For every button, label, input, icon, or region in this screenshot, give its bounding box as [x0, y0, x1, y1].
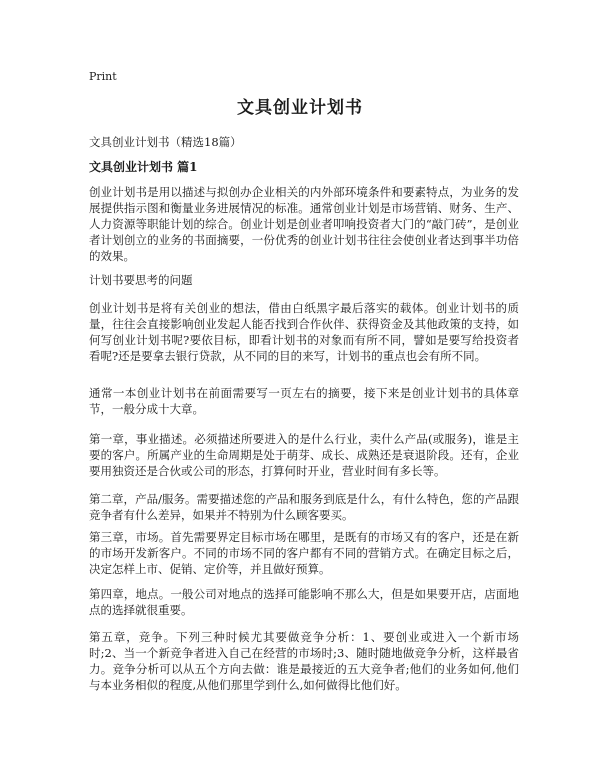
paragraph-summary: 通常一本创业计划书在前面需要写一页左右的摘要，接下来是创业计划书的具体章节，一般分成十大章。	[89, 386, 519, 416]
paragraph-chapter-3: 第三章，市场。首先需要界定目标市场在哪里，是既有的市场又有的客户，还是在新的市场开发新客户。不同的市场不同的客户都有不同的营销方式。在确定目标之后，决定怎样上市、促销、定价等，并且做好预算。	[89, 530, 519, 576]
section-heading: 文具创业计划书 篇1	[89, 160, 198, 174]
paragraph-intro: 创业计划书是用以描述与拟创办企业相关的内外部环境条件和要素特点，为业务的发展提供指示图和衡量业务进展情况的标准。通常创业计划是市场营销、财务、生产、人力资源等职能计划的综合。创业计划是创业者叩响投资者大门的“敲门砖”，是创业者计划创立的业务的书面摘要，一份优秀的创业计划书往往会使创业者达到事半功倍的效果。	[89, 185, 519, 263]
paragraph-chapter-2: 第二章，产品/服务。需要描述您的产品和服务到底是什么，有什么特色，您的产品跟竞争者有什么差异，如果并不特别为什么顾客要买。	[89, 492, 519, 522]
document-subtitle: 文具创业计划书（精选18篇）	[89, 135, 242, 149]
paragraph-carrier: 创业计划书是将有关创业的想法，借由白纸黑字最后落实的载体。创业计划书的质量，往往会直接影响创业发起人能否找到合作伙伴、获得资金及其他政策的支持，如何写创业计划书呢?要依目标，即看计划书的对象而有所不同，譬如是要写给投资者看呢?还是要拿去银行贷款，从不同的目的来写，计划书的重点也会有所不同。	[89, 301, 519, 363]
paragraph-chapter-1: 第一章，事业描述。必须描述所要进入的是什么行业，卖什么产品(或服务)，谁是主要的客户。所属产业的生命周期是处于萌芽、成长、成熟还是衰退阶段。还有，企业要用独资还是合伙或公司的形态，打算何时开业，营业时间有多长等。	[89, 432, 519, 478]
page-title: 文具创业计划书	[237, 98, 363, 118]
paragraph-chapter-5: 第五章，竞争。下列三种时候尤其要做竞争分析：1、要创业或进入一个新市场时;2、当一个新竞争者进入自己在经营的市场时;3、随时随地做竞争分析，这样最省力。竞争分析可以从五个方向去做：谁是最接近的五大竞争者;他们的业务如何,他们与本业务相似的程度,从他们那里学到什么,如何做得比他们好。	[89, 630, 519, 692]
paragraph-chapter-4: 第四章，地点。一般公司对地点的选择可能影响不那么大，但是如果要开店，店面地点的选择就很重要。	[89, 587, 519, 617]
paragraph-questions-heading: 计划书要思考的问题	[89, 273, 193, 287]
print-link[interactable]: Print	[89, 70, 117, 83]
